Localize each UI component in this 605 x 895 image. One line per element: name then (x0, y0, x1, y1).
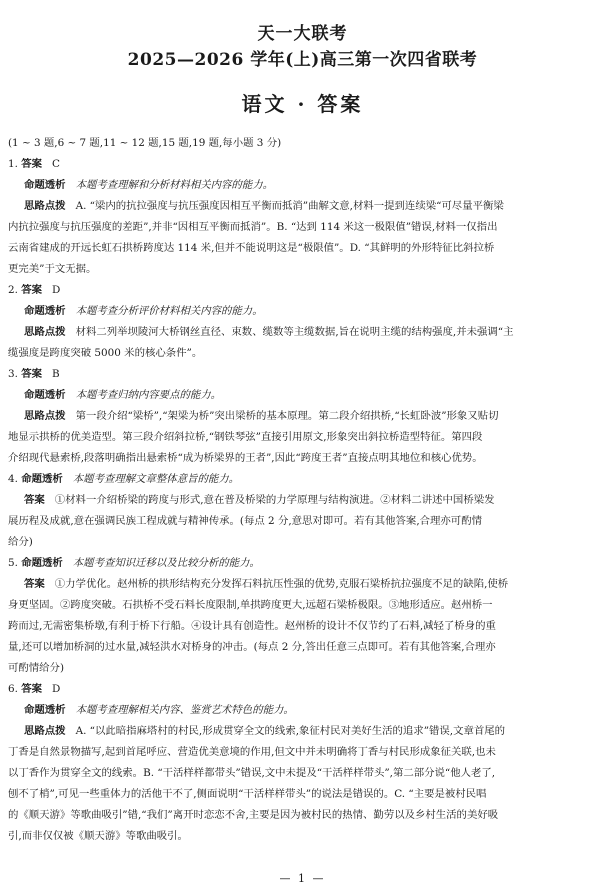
q5-perspective: 本题考查知识迁移以及比较分析的能力。 (72, 557, 260, 569)
q6-hint-row (8, 721, 598, 742)
q2-hint-row (8, 322, 598, 343)
q4-answer-row (8, 490, 598, 511)
q3-answer: B (52, 368, 60, 380)
q4-answer-line-3: 给分) (8, 536, 33, 548)
q2-hint-line-1: 材料二列举坝陵河大桥钢丝直径、束数、缆数等主缆数据,旨在说明主缆的结构强度,并未强调“主 (75, 326, 514, 338)
q4-number: 4. (8, 473, 18, 485)
q3-perspective-label: 命题透析 (24, 389, 66, 401)
q6-perspective: 本题考查理解相关内容、鉴赏艺术特色的能力。 (75, 704, 294, 716)
q6-hint-line-1: A. “以此暗指麻塔村的村民,形成贯穿全文的线索,象征村民对美好生活的追求”错误,文章首尾的 (75, 725, 506, 737)
q6-hint-line-5: 的《顺天游》等歌曲吸引”错,“我们”离开时恋恋不舍,主要是因为被村民的热情、勤劳以及乡村生活的美好吸 (8, 809, 499, 821)
q1-hint-label: 思路点拨 (24, 200, 66, 212)
q2-answer-label: 答案 (21, 284, 43, 296)
scoring-note: (1 ~ 3 题,6 ~ 7 题,11 ~ 12 题,15 题,19 题,每小题 3 分) (8, 137, 282, 149)
q4-perspective-row (8, 469, 598, 490)
q2-answer: D (52, 284, 61, 296)
q4-answer-line-2: 展历程及成就,意在强调民族工程成就与精神传承。(每点 2 分,意思对即可。若有其他答案,合理亦可酌情 (8, 515, 482, 527)
q1-perspective: 本题考查理解和分析材料相关内容的能力。 (75, 179, 273, 191)
q1-number: 1. (8, 158, 18, 170)
q5-answer-line-4: 量,还可以增加桥洞的过水量,减轻洪水对桥身的冲击。(每点 2 分,答出任意三点即可。若有其他答案,合理亦 (8, 641, 496, 653)
q5-answer-label: 答案 (24, 578, 45, 590)
q3-number: 3. (8, 368, 18, 380)
subject-title: 语文 · 答案 (241, 92, 364, 116)
q6-answer-row (8, 679, 598, 700)
q2-hint-label: 思路点拨 (24, 326, 66, 338)
q3-answer-label: 答案 (21, 368, 43, 380)
exam-session-title: 2025—2026 学年(上)高三第一次四省联考 (127, 50, 478, 70)
q4-perspective: 本题考查理解文章整体意旨的能力。 (72, 473, 240, 485)
q5-answer-row (8, 574, 598, 595)
q3-answer-row (8, 364, 598, 385)
q1-answer-label: 答案 (21, 158, 43, 170)
q2-hint-line-2: 缆强度是跨度突破 5000 米的核心条件”。 (8, 347, 203, 359)
q6-number: 6. (8, 683, 18, 695)
q1-hint-row (8, 196, 598, 217)
q6-hint-line-4: 刨不了梢”,可见一些重体力的活他干不了,侧面说明“干活样样带头”的说法是错误的。C. “主要是被村民唱 (8, 788, 487, 800)
q2-answer-row (8, 280, 598, 301)
q5-answer-line-2: 身更坚固。②跨度突破。石拱桥不受石料长度限制,单拱跨度更大,远超石梁桥极限。③地形适应。赵州桥一 (8, 599, 493, 611)
q5-perspective-label: 命题透析 (21, 557, 63, 569)
q1-answer: C (52, 158, 60, 170)
q4-answer-line-1: ①材料一介绍桥梁的跨度与形式,意在普及桥梁的力学原理与结构演进。②材料二讲述中国桥梁发 (54, 494, 495, 506)
q6-perspective-row (8, 700, 598, 721)
q3-hint-label: 思路点拨 (24, 410, 66, 422)
q6-hint-line-3: 以丁香作为贯穿全文的线索。B. “干活样样都带头”错误,文中未提及“干活样样带头”,第二部分说“他人老了, (8, 767, 496, 779)
q2-perspective: 本题考查分析评价材料相关内容的能力。 (75, 305, 263, 317)
q1-hint-line-3: 云南省建成的开远长虹石拱桥跨度达 114 米,但并不能说明这是“极限值”。D. “其鲜明的外形特征比斜拉桥 (8, 242, 495, 254)
q1-perspective-label: 命题透析 (24, 179, 66, 191)
q2-perspective-label: 命题透析 (24, 305, 66, 317)
q3-hint-line-1: 第一段介绍“梁桥”,“架梁为桥”突出梁桥的基本原理。第二段介绍拱桥,“长虹卧波”形象又贴切 (75, 410, 499, 422)
q1-hint-line-4: 更完美”于文无据。 (8, 263, 97, 275)
q4-answer-label: 答案 (24, 494, 45, 506)
answer-content (8, 133, 598, 847)
q5-perspective-row (8, 553, 598, 574)
q1-answer-row (8, 154, 598, 175)
q5-answer-line-5: 可酌情给分) (8, 662, 65, 674)
q3-hint-line-2: 地显示拱桥的优美造型。第三段介绍斜拉桥,“钢铁琴弦”直接引用原文,形象突出斜拉桥造型特征。第四段 (8, 431, 483, 443)
q6-answer-label: 答案 (21, 683, 43, 695)
q5-answer-line-3: 跨而过,无需密集桥墩,有利于桥下行船。④设计具有创造性。赵州桥的设计不仅节约了石料,减轻了桥身的重 (8, 620, 496, 632)
q2-number: 2. (8, 284, 18, 296)
q3-hint-line-3: 介绍现代悬索桥,段落明确指出悬索桥“成为桥梁界的王者”,因此“跨度王者”直接点明其地位和核心优势。 (8, 452, 483, 464)
page-number: — 1 — (279, 872, 326, 885)
q5-number: 5. (8, 557, 18, 569)
q1-hint-line-1: A. “梁内的抗拉强度与抗压强度因相互平衡而抵消”曲解文意,材料一提到连续梁“可尽量平衡梁 (75, 200, 504, 212)
q4-perspective-label: 命题透析 (21, 473, 63, 485)
q3-perspective: 本题考查归纳内容要点的能力。 (75, 389, 222, 401)
q6-answer: D (52, 683, 61, 695)
q2-perspective-row (8, 301, 598, 322)
q1-perspective-row (8, 175, 598, 196)
q5-answer-line-1: ①力学优化。赵州桥的拱形结构充分发挥石料抗压性强的优势,克服石梁桥抗拉强度不足的缺陷,使桥 (54, 578, 509, 590)
q6-hint-line-6: 引,而非仅仅被《顺天游》等歌曲吸引。 (8, 830, 188, 842)
q6-perspective-label: 命题透析 (24, 704, 66, 716)
q3-hint-row (8, 406, 598, 427)
q6-hint-line-2: 丁香是自然景物描写,起到首尾呼应、营造优美意境的作用,但文中并未明确将丁香与村民形成象征关联,也未 (8, 746, 496, 758)
exam-org-title: 天一大联考 (257, 24, 348, 44)
q1-hint-line-2: 内抗拉强度与抗压强度的差距”,并非“因相互平衡而抵消”。B. “达到 114 米这一极限值”错误,材料一仅指出 (8, 221, 498, 233)
q3-perspective-row (8, 385, 598, 406)
q6-hint-label: 思路点拨 (24, 725, 66, 737)
